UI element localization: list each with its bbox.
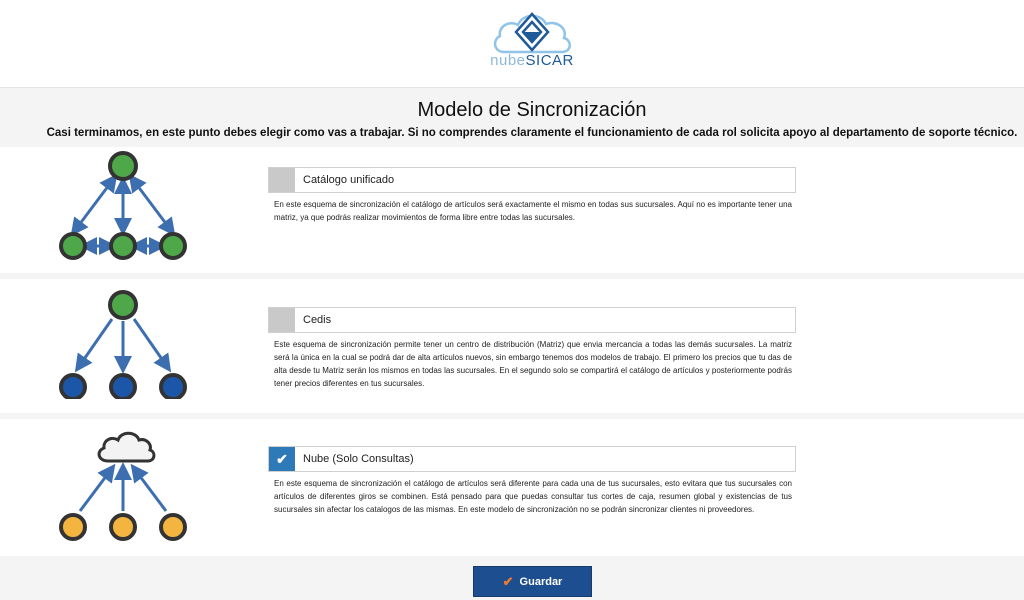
- option-section-cedis: [0, 279, 1024, 413]
- checkbox-catalogo-unificado[interactable]: [269, 168, 295, 192]
- save-button-label: Guardar: [519, 575, 563, 588]
- page-subtitle: Casi terminamos, en este punto debes elegir como vas a trabajar. Si no comprendes claramente el funcionamiento de cada rol solicita apoyo al departamento de soporte técnico.: [46, 127, 1018, 139]
- catalogo-unificado-diagram-icon: [50, 147, 200, 267]
- option-label: Cedis: [303, 314, 332, 326]
- logo-suffix: SICAR: [525, 52, 574, 69]
- page-title: Modelo de Sincronización: [417, 99, 647, 121]
- header: [0, 0, 1024, 88]
- option-section-catalogo: [0, 147, 1024, 273]
- check-icon: ✔: [502, 573, 514, 589]
- option-description: Este esquema de sincronización permite tener un centro de distribución (Matriz) que envia mercancia a todas las demás sucursales. La matriz será la única en la cual se podrá dar de alta artículos nuevos, sin embargo tenemos dos modelos de trabajo. El primero los precios que tu das de alta desde tu Matriz serán los mismos en todas las sucursales. En el segundo solo se compartirá el catálogo de artículos y posteriormente podrás tener precios diferentes en tus sucursales.: [274, 340, 792, 388]
- cedis-diagram-icon: [50, 279, 200, 399]
- nube-diagram-icon: [50, 427, 200, 547]
- option-label: Nube (Solo Consultas): [303, 453, 414, 465]
- option-nube[interactable]: [268, 446, 796, 472]
- checkbox-cedis[interactable]: [269, 308, 295, 332]
- logo-prefix: nube: [490, 52, 526, 69]
- option-description: En este esquema de sincronización el catálogo de artículos será diferente para cada una de tus sucursales, esto evitara que tus sucursales con artículos de diferentes giros se combinen. Está pensado para que puedas consultar tus cortes de caja, resumen global y existencias de tus sucursales sin afectar los catalogos de las mismas. En este modelo de sincronización no se podrán sincronizar clientes ni proveedores.: [274, 479, 792, 514]
- checkbox-nube[interactable]: ✔: [269, 447, 295, 471]
- logo-text: [490, 52, 574, 69]
- option-section-nube: [0, 419, 1024, 556]
- save-button[interactable]: [473, 566, 592, 597]
- option-label: Catálogo unificado: [303, 174, 395, 186]
- option-cedis[interactable]: [268, 307, 796, 333]
- option-description: En este esquema de sincronización el catálogo de artículos será exactamente el mismo en todas sus sucursales. Aquí no es importante tener una matriz, ya que podrás realizar movimientos de forma libre entre todas las sucursales.: [274, 200, 792, 222]
- option-catalogo-unificado[interactable]: [268, 167, 796, 193]
